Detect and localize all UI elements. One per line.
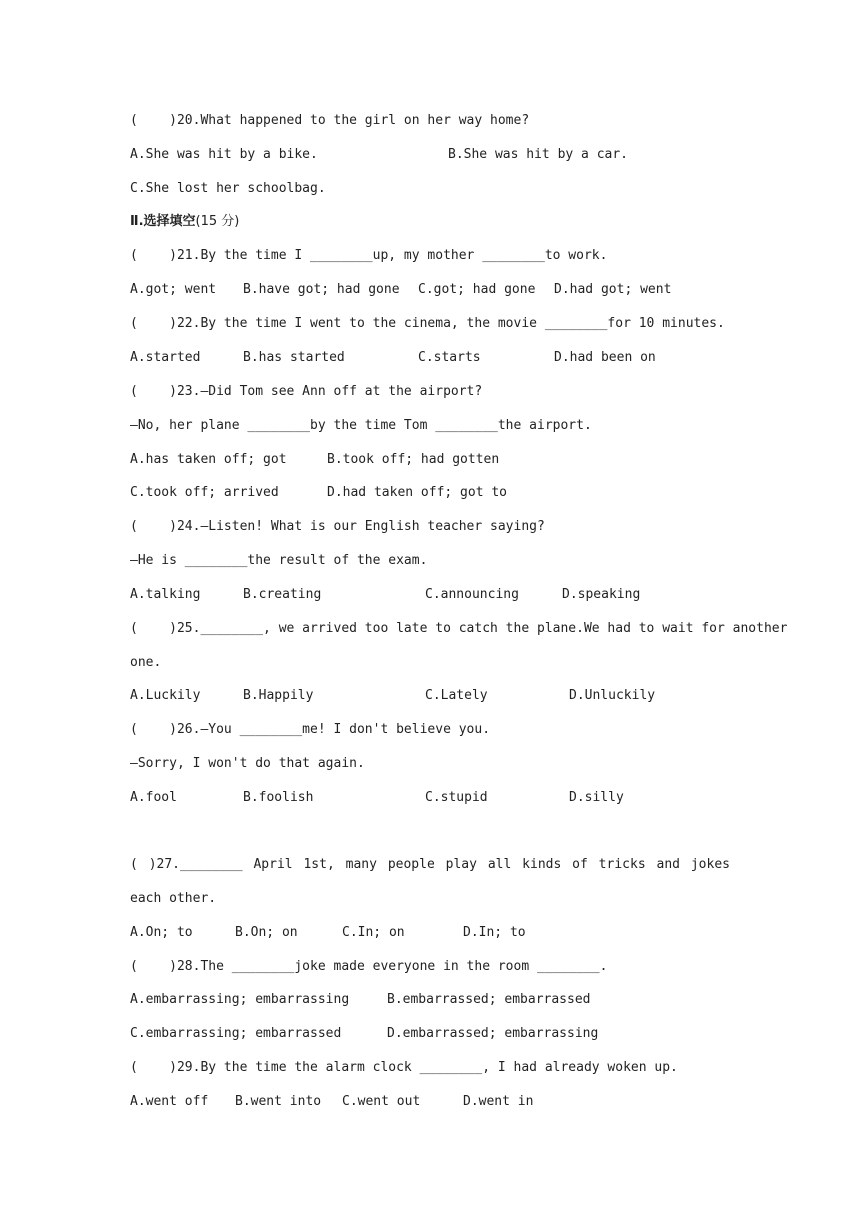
q29-option-c: C.went out <box>342 1094 421 1109</box>
question-24-stem: ( )24.—Listen! What is our English teacher saying? <box>130 519 545 534</box>
question-24-reply: —He is ________the result of the exam. <box>130 553 428 568</box>
q25-option-a: A.Luckily <box>130 688 201 703</box>
q27-option-d: D.In; to <box>463 925 526 940</box>
section-score: (15 分) <box>195 214 240 229</box>
q28-option-b: B.embarrassed; embarrassed <box>387 992 591 1007</box>
q28-option-c: C.embarrassing; embarrassed <box>130 1026 342 1041</box>
q29-option-d: D.went in <box>463 1094 534 1109</box>
section-title: Ⅱ.选择填空 <box>130 214 196 229</box>
question-22-stem: ( )22.By the time I went to the cinema, the movie ________for 10 minutes. <box>130 316 725 331</box>
question-29-stem: ( )29.By the time the alarm clock ________, I had already woken up. <box>130 1060 678 1075</box>
question-23-stem: ( )23.—Did Tom see Ann off at the airport? <box>130 384 483 399</box>
question-26-stem: ( )26.—You ________me! I don't believe you. <box>130 722 491 737</box>
question-20-stem: ( )20.What happened to the girl on her way home? <box>130 113 530 128</box>
q26-option-c: C.stupid <box>425 790 488 805</box>
question-28-stem: ( )28.The ________joke made everyone in the room ________. <box>130 959 608 974</box>
q22-option-a: A.started <box>130 350 201 365</box>
q23-option-d: D.had taken off; got to <box>327 485 508 500</box>
q27-option-b: B.On; on <box>235 925 298 940</box>
q28-option-d: D.embarrassed; embarrassing <box>387 1026 599 1041</box>
question-21-stem: ( )21.By the time I ________up, my mother ________to work. <box>130 248 608 263</box>
question-25-continuation: one. <box>130 655 162 670</box>
q22-option-d: D.had been on <box>554 350 656 365</box>
q25-option-d: D.Unluckily <box>569 688 656 703</box>
q26-option-b: B.foolish <box>243 790 314 805</box>
q21-option-c: C.got; had gone <box>418 282 536 297</box>
question-25-stem: ( )25.________, we arrived too late to catch the plane.We had to wait for another <box>130 621 788 636</box>
q25-option-c: C.Lately <box>425 688 488 703</box>
q23-option-c: C.took off; arrived <box>130 485 279 500</box>
question-26-reply: —Sorry, I won't do that again. <box>130 756 365 771</box>
q28-option-a: A.embarrassing; embarrassing <box>130 992 350 1007</box>
q23-option-a: A.has taken off; got <box>130 452 287 467</box>
q22-option-c: C.starts <box>418 350 481 365</box>
question-23-reply: —No, her plane ________by the time Tom ________the airport. <box>130 418 592 433</box>
q26-option-a: A.fool <box>130 790 177 805</box>
q26-option-d: D.silly <box>569 790 624 805</box>
q20-option-a: A.She was hit by a bike. <box>130 147 318 162</box>
q20-option-b: B.She was hit by a car. <box>448 147 629 162</box>
q24-option-b: B.creating <box>243 587 322 602</box>
q29-option-b: B.went into <box>235 1094 322 1109</box>
question-27-stem: ( )27.________ April 1st, many people play all kinds of tricks and jokes <box>130 857 730 872</box>
q23-option-b: B.took off; had gotten <box>327 452 500 467</box>
section-heading <box>130 214 239 230</box>
question-27-continuation: each other. <box>130 891 217 906</box>
q21-option-b: B.have got; had gone <box>243 282 400 297</box>
q27-option-a: A.On; to <box>130 925 193 940</box>
q20-option-c: C.She lost her schoolbag. <box>130 181 326 196</box>
q21-option-a: A.got; went <box>130 282 217 297</box>
q21-option-d: D.had got; went <box>554 282 672 297</box>
q24-option-d: D.speaking <box>562 587 641 602</box>
q24-option-a: A.talking <box>130 587 201 602</box>
q29-option-a: A.went off <box>130 1094 209 1109</box>
q25-option-b: B.Happily <box>243 688 314 703</box>
q22-option-b: B.has started <box>243 350 345 365</box>
q27-option-c: C.In; on <box>342 925 405 940</box>
q24-option-c: C.announcing <box>425 587 519 602</box>
